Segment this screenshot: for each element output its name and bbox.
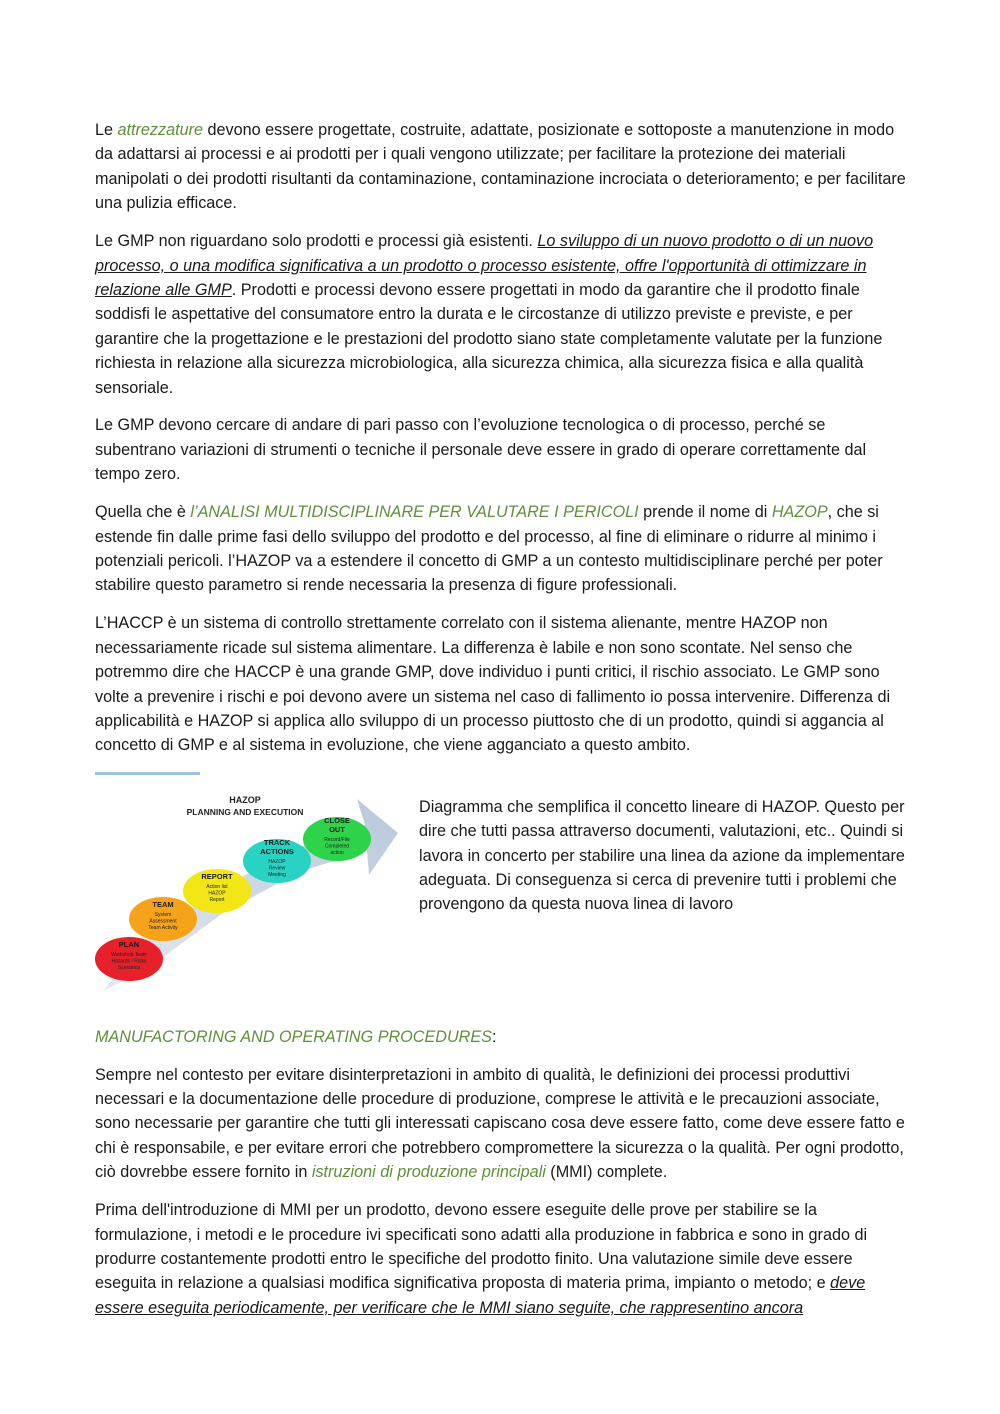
hazop-step-plan [95, 937, 163, 981]
section-heading [95, 1025, 907, 1049]
text-run: Sempre nel contesto per evitare disinterpretazioni in ambito di qualità, le definizioni dei processi produttivi necessari e la documentazione delle procedure di produzione, comprese le attività e le precauzioni associate, sono necessarie per garantire che tutti gli interessati capiscano cosa deve essere fatto, come deve essere fatto e chi è responsabile, e per evitare errori che potrebbero compromettere la sicurezza o la qualità. Per ogni prodotto, ciò dovrebbe essere fornito in [95, 1065, 905, 1182]
text-run: Quella che è [95, 503, 191, 522]
text-run: Prima dell'introduzione di MMI per un prodotto, devono essere eseguite delle prove per stabilire se la formulazione, i metodi e le procedure ivi specificati sono adatti alla produzione in fabbrica e sono in grado di produrre costantemente prodotti entro le specifiche del prodotto finito. Una valutazione simile deve essere eseguita in relazione a qualsiasi modifica significativa proposta di materia prima, impianto o metodo; e [95, 1201, 868, 1293]
step-title: PLAN [118, 939, 140, 949]
figure-row [95, 775, 907, 1007]
step-detail: Team Activity [148, 924, 178, 931]
hazop-diagram [95, 791, 400, 1001]
step-detail: Hazards / Risks [111, 958, 147, 965]
underlined-emphasis: Lo sviluppo di un nuovo prodotto o di un nuovo processo, o una modifica significativa a un prodotto o processo esistente, offre l'opportunità di ottimizzare in relazione alle GMP [95, 232, 874, 299]
step-detail: System [154, 911, 172, 918]
step-title: REPORT [201, 871, 233, 881]
step-detail: Completed [324, 843, 350, 850]
hazop-step-close-out [303, 816, 371, 861]
text-run: prende il nome di [638, 503, 772, 522]
step-detail: action [330, 849, 344, 856]
step-detail: Workshop Team [111, 951, 147, 958]
text-run: devono essere progettate, costruite, adattate, posizionate e sottoposte a manutenzione in modo da adattarsi ai processi e ai prodotti per i quali vengono utilizzate; per facilitare la protezione dei materiali manipolati o dei prodotti risultanti da contaminazione, contaminazione incrociata o deterioramento; e per facilitare una pulizia efficace. [95, 121, 906, 213]
step-title: TRACK [263, 837, 291, 847]
hazop-step-team [129, 897, 197, 941]
step-detail: Scenarios [117, 964, 141, 971]
text-run: Le [95, 121, 118, 139]
step-detail: Meeting [268, 871, 286, 878]
figure-caption: Diagramma che semplifica il concetto lineare di HAZOP. Questo per dire che tutti passa attraverso documenti, valutazioni, etc.. Quindi si lavora in concerto per stabilire una linea da azione da implementare adeguata. Di conseguenza si cerca di prevenire tutti i problemi che provengono da questa nuova linea di lavoro [419, 797, 905, 914]
step-detail: HAZOP [208, 890, 226, 897]
paragraph-procedures [95, 1063, 907, 1185]
underlined-emphasis: deve essere eseguita periodicamente, per verificare che le MMI siano seguite, che rappresentino ancora [95, 1274, 866, 1317]
diagram-subtitle: PLANNING AND EXECUTION [186, 806, 304, 817]
hazop-step-track-actions [243, 838, 311, 883]
paragraph-attrezzature [95, 118, 907, 216]
text-run: , che si estende fin dalle prime fasi dello sviluppo del prodotto e del processo, al fine di eliminare o ridurre al minimo i potenziali pericoli. l’HAZOP va a estendere il concetto di GMP a un contesto multidisciplinare perché per poter stabilire questo parametro si rende necessaria la presenza di figure professionali. [95, 503, 883, 595]
step-detail: Report [209, 896, 225, 903]
highlight-term: HAZOP [771, 503, 828, 522]
text-run: . Prodotti e processi devono essere progettati in modo da garantire che il prodotto finale soddisfi le aspettative del consumatore entro la durata e le circostanze di utilizzo previste e previste, e per garantire che la progettazione e le prestazioni del prodotto siano state completamente valutate per la funzione richiesta in relazione alla sicurezza microbiologica, alla sicurezza chimica, alla sicurezza fisica e alla qualità sensoriale. [95, 280, 883, 397]
step-title: CLOSE [324, 815, 350, 825]
hazop-step-report [183, 869, 251, 913]
diagram-title: HAZOP [229, 794, 261, 805]
step-title: ACTIONS [260, 846, 294, 856]
step-detail: Action list [206, 883, 228, 890]
step-detail: HAZOP [268, 858, 286, 865]
text-run: (MMI) complete. [545, 1163, 668, 1182]
step-title: OUT [329, 824, 345, 834]
highlight-term: attrezzature [117, 121, 203, 139]
paragraph-mmi [95, 1198, 907, 1320]
text-run: Le GMP non riguardano solo prodotti e processi già esistenti. [95, 232, 538, 251]
highlight-term: istruzioni di produzione principali [311, 1163, 546, 1182]
step-detail: Review [268, 865, 286, 872]
paragraph-gmp-evoluzione: Le GMP devono cercare di andare di pari passo con l’evoluzione tecnologica o di processo, perché se subentrano variazioni di strumenti o tecniche il personale deve essere in grado di operare correttamente dal tempo zero. [95, 416, 867, 484]
highlight-term: l’ANALISI MULTIDISCIPLINARE PER VALUTARE I PERICOLI [190, 503, 639, 522]
step-title: TEAM [152, 899, 174, 909]
document-page [95, 118, 907, 1334]
paragraph-haccp: L’HACCP è un sistema di controllo strettamente correlato con il sistema alienante, mentre HAZOP non necessariamente ricade sul sistema alimentare. La differenza è labile e non sono scontate. Nel senso che potremmo dire che HACCP è una grande GMP, dove individuo i punti critici, il rischio associato. Le GMP sono volte a prevenire i rischi e poi devono avere un sistema nel caso di fallimento io possa intervenire. Differenza di applicabilità e HAZOP si applica allo sviluppo di un processo piuttosto che di un prodotto, quindi si aggancia al concetto di GMP e al sistema in evoluzione, che viene agganciato a questo ambito. [95, 614, 891, 755]
heading-colon: : [491, 1027, 497, 1046]
paragraph-gmp-sviluppo [95, 229, 907, 400]
heading-text: MANUFACTORING AND OPERATING PROCEDURES [95, 1027, 492, 1046]
step-detail: Assessment [149, 918, 177, 925]
step-detail: Record/File [324, 836, 350, 843]
paragraph-hazop [95, 500, 907, 598]
